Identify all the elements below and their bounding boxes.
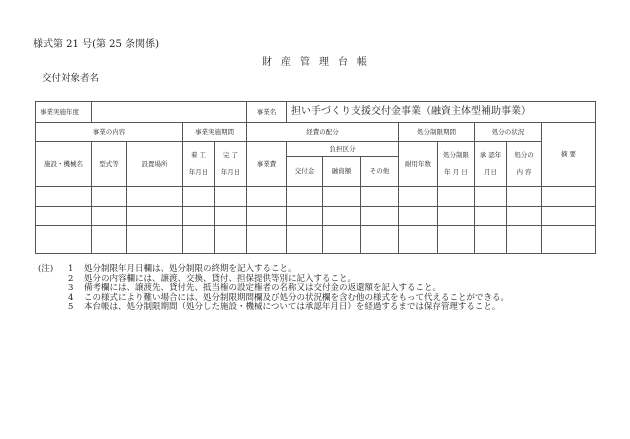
limit-label: 処分制限 — [443, 151, 469, 160]
header-location: 設置場所 — [127, 142, 183, 187]
cell[interactable] — [542, 207, 596, 226]
cell[interactable] — [399, 187, 438, 207]
year-value[interactable] — [92, 102, 247, 123]
header-burden: 負担区分 — [287, 142, 399, 157]
note-text: この様式により難い場合には、処分制限期間欄及び処分の状況欄を含む他の様式をもって代えることができる。 — [84, 292, 510, 303]
cell[interactable] — [475, 226, 507, 254]
note-text: 処分制限年月日欄は、処分制限の終期を記入すること。 — [84, 264, 297, 274]
cell[interactable] — [542, 226, 596, 254]
header-cost: 経費の配分 — [247, 123, 399, 142]
table-row — [36, 226, 596, 254]
header-content: 事業の内容 — [36, 123, 183, 142]
cell[interactable] — [361, 187, 399, 207]
note-number: 1 — [68, 264, 74, 274]
cell[interactable] — [183, 187, 215, 207]
cell[interactable] — [247, 187, 287, 207]
note-text: 処分の内容欄には、譲渡、交換、貸付、担保提供等別に記入すること。 — [84, 273, 357, 284]
approval-label-2: 月日 — [484, 168, 497, 176]
cell[interactable] — [92, 187, 127, 207]
cell[interactable] — [287, 207, 323, 226]
cell[interactable] — [542, 187, 596, 207]
header-disposal — [507, 142, 542, 187]
cell[interactable] — [127, 226, 183, 254]
header-limit — [438, 142, 475, 187]
form-number: 様式第 21 号(第 25 条関係) — [33, 39, 159, 50]
header-loan: 融資額 — [323, 157, 361, 187]
table-row — [36, 187, 596, 207]
header-period: 事業実施期間 — [183, 123, 247, 142]
page-title: 財産管理台帳 — [262, 57, 376, 68]
cell[interactable] — [247, 207, 287, 226]
header-remarks: 摘 要 — [542, 123, 596, 187]
note-number: 3 — [68, 283, 74, 294]
cell[interactable] — [92, 207, 127, 226]
cell[interactable] — [361, 226, 399, 254]
start-label: 着 工 — [190, 151, 207, 160]
cell[interactable] — [36, 207, 92, 226]
cell[interactable] — [127, 207, 183, 226]
header-limit-period: 処分制限期間 — [399, 123, 475, 142]
end-label: 完 了 — [222, 151, 239, 160]
approval-label: 承 認年 — [479, 151, 502, 160]
ymd-label: 年月日 — [188, 168, 209, 176]
cell[interactable] — [475, 207, 507, 226]
property-ledger-table — [35, 101, 596, 254]
cell[interactable] — [36, 187, 92, 207]
note-text: 本台帳は、処分制限期間（処分した施設・機械については承認年月日）を経過するまでは保存管理すること。 — [84, 302, 501, 313]
note-number: 5 — [68, 302, 74, 313]
cell[interactable] — [475, 187, 507, 207]
header-start — [183, 142, 215, 187]
cell[interactable] — [361, 207, 399, 226]
cell[interactable] — [287, 187, 323, 207]
disposal-label-2: 内 容 — [516, 168, 532, 176]
notes-label: (注) — [38, 264, 54, 274]
header-grant: 交付金 — [287, 157, 323, 187]
ymd-label: 年月日 — [220, 168, 241, 176]
cell[interactable] — [438, 187, 475, 207]
year-label: 事業実施年度 — [36, 102, 92, 123]
cell[interactable] — [399, 226, 438, 254]
header-approval — [475, 142, 507, 187]
cell[interactable] — [438, 226, 475, 254]
cell[interactable] — [507, 207, 542, 226]
disposal-label: 処分の — [514, 151, 534, 160]
note-text: 備考欄には、譲渡先、貸付先、抵当権の設定権者の名称又は交付金の返還額を記入すること。 — [84, 283, 442, 294]
cell[interactable] — [287, 226, 323, 254]
header-other: その他 — [361, 157, 399, 187]
project-name-value[interactable]: 担い手づくり支援交付金事業（融資主体型補助事業） — [287, 102, 596, 123]
header-end — [215, 142, 247, 187]
notes — [38, 265, 509, 313]
cell[interactable] — [215, 226, 247, 254]
cell[interactable] — [36, 226, 92, 254]
cell[interactable] — [92, 226, 127, 254]
header-status: 処分の状況 — [475, 123, 542, 142]
cell[interactable] — [127, 187, 183, 207]
cell[interactable] — [215, 207, 247, 226]
cell[interactable] — [399, 207, 438, 226]
cell[interactable] — [507, 187, 542, 207]
cell[interactable] — [323, 226, 361, 254]
table-row — [36, 207, 596, 226]
header-useful-life: 耐用年数 — [399, 142, 438, 187]
note-number: 2 — [68, 273, 74, 284]
recipient-label: 交付対象者名 — [42, 73, 100, 84]
cell[interactable] — [183, 207, 215, 226]
limit-ymd-label: 年 月 日 — [444, 168, 468, 176]
cell[interactable] — [323, 207, 361, 226]
cell[interactable] — [323, 187, 361, 207]
cell[interactable] — [438, 207, 475, 226]
cell[interactable] — [215, 187, 247, 207]
header-model: 型式等 — [92, 142, 127, 187]
cell[interactable] — [507, 226, 542, 254]
note-number: 4 — [68, 292, 74, 303]
cell[interactable] — [247, 226, 287, 254]
project-name-label: 事業名 — [247, 102, 287, 123]
header-project-cost: 事業費 — [247, 142, 287, 187]
header-facility: 施設・機械名 — [36, 142, 92, 187]
cell[interactable] — [183, 226, 215, 254]
